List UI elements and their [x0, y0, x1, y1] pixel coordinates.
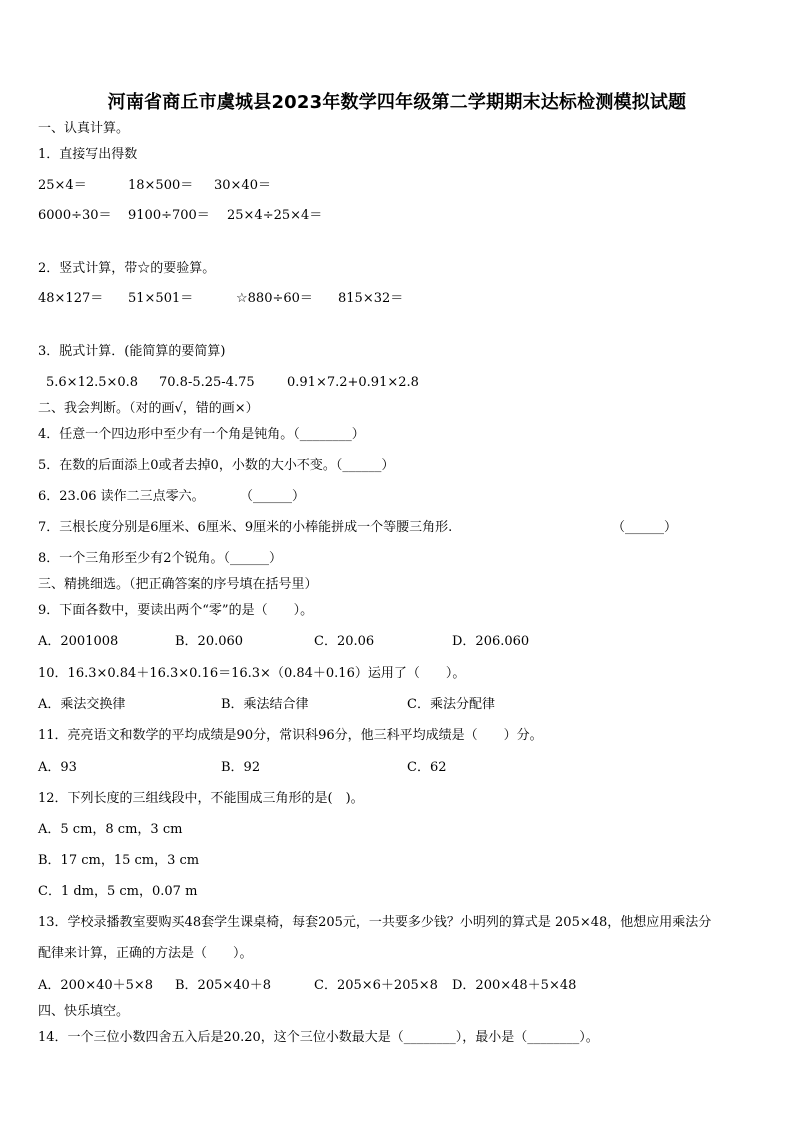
q2-item-4: 815×32＝ — [338, 291, 404, 306]
q2-item-1: 48×127＝ — [38, 291, 104, 306]
question-3-title: 3．脱式计算．(能简算的要简算) — [38, 344, 226, 359]
question-7-blank: （______） — [612, 520, 678, 535]
section-heading-4: 四、快乐填空。 — [38, 1004, 130, 1019]
question-10: 10．16.3×0.84＋16.3×0.16＝16.3×（0.84＋0.16）运用了（ ）。 — [38, 666, 466, 681]
q12-option-a: A．5 cm，8 cm，3 cm — [38, 822, 183, 837]
q10-option-c: C．乘法分配律 — [407, 697, 495, 712]
q11-option-a: A．93 — [38, 760, 77, 775]
q10-option-b: B．乘法结合律 — [221, 697, 309, 712]
question-13-line-1: 13．学校录播教室要购买48套学生课桌椅，每套205元，一共要多少钱？小明列的算式是 205×48，他想应用乘法分 — [38, 915, 712, 930]
question-1-title: 1．直接写出得数 — [38, 147, 138, 162]
question-7: 7．三根长度分别是6厘米、6厘米、9厘米的小棒能拼成一个等腰三角形. — [38, 520, 453, 535]
q3-item-2: 70.8-5.25-4.75 — [159, 375, 255, 390]
q9-option-d: D．206.060 — [452, 634, 530, 649]
q2-item-2: 51×501＝ — [128, 291, 194, 306]
q13-option-c: C．205×6＋205×8 — [314, 978, 438, 993]
q12-option-c: C．1 dm，5 cm，0.07 m — [38, 884, 198, 899]
q10-option-a: A．乘法交换律 — [38, 697, 126, 712]
section-heading-2: 二、我会判断。（对的画√，错的画×） — [38, 401, 259, 416]
page-title: 河南省商丘市虞城县2023年数学四年级第二学期期末达标检测模拟试题 — [107, 92, 687, 113]
question-9: 9．下面各数中，要读出两个“零”的是（ ）。 — [38, 603, 314, 618]
question-12: 12．下列长度的三组线段中，不能围成三角形的是( )。 — [38, 791, 364, 806]
section-heading-3: 三、精挑细选。（把正确答案的序号填在括号里） — [38, 577, 318, 592]
q1-item-6: 25×4÷25×4＝ — [227, 208, 323, 223]
question-4: 4．任意一个四边形中至少有一个角是钝角。（________） — [38, 427, 365, 442]
q11-option-c: C．62 — [407, 760, 447, 775]
q1-item-4: 6000÷30＝ — [38, 208, 112, 223]
q9-option-c: C．20.06 — [314, 634, 375, 649]
q1-item-5: 9100÷700＝ — [128, 208, 210, 223]
question-11: 11．亮亮语文和数学的平均成绩是90分，常识科96分，他三科平均成绩是（ ）分。 — [38, 728, 543, 743]
question-6: 6．23.06 读作二三点零六。 — [38, 489, 205, 504]
q9-option-a: A．2001008 — [38, 634, 119, 649]
q11-option-b: B．92 — [221, 760, 261, 775]
q13-option-a: A．200×40＋5×8 — [38, 978, 154, 993]
question-6-blank: （______） — [240, 489, 306, 504]
q2-item-3: ☆880÷60＝ — [236, 291, 313, 306]
q13-option-b: B．205×40＋8 — [175, 978, 272, 993]
q9-option-b: B．20.060 — [175, 634, 244, 649]
question-13-line-2: 配律来计算，正确的方法是（ ）。 — [38, 946, 253, 961]
section-heading-1: 一、认真计算。 — [38, 121, 130, 136]
question-8: 8．一个三角形至少有2个锐角。（______） — [38, 551, 283, 566]
question-5: 5．在数的后面添上0或者去掉0，小数的大小不变。（______） — [38, 458, 395, 473]
q1-item-2: 18×500＝ — [128, 178, 194, 193]
question-2-title: 2．竖式计算，带☆的要验算。 — [38, 261, 216, 276]
q13-option-d: D．200×48＋5×48 — [452, 978, 577, 993]
q3-item-1: 5.6×12.5×0.8 — [46, 375, 139, 390]
q1-item-3: 30×40＝ — [214, 178, 271, 193]
q12-option-b: B．17 cm，15 cm，3 cm — [38, 853, 200, 868]
q1-item-1: 25×4＝ — [38, 178, 87, 193]
q3-item-3: 0.91×7.2+0.91×2.8 — [287, 375, 419, 390]
question-14: 14．一个三位小数四舍五入后是20.20，这个三位小数最大是（________），最小是（________）。 — [38, 1030, 599, 1045]
